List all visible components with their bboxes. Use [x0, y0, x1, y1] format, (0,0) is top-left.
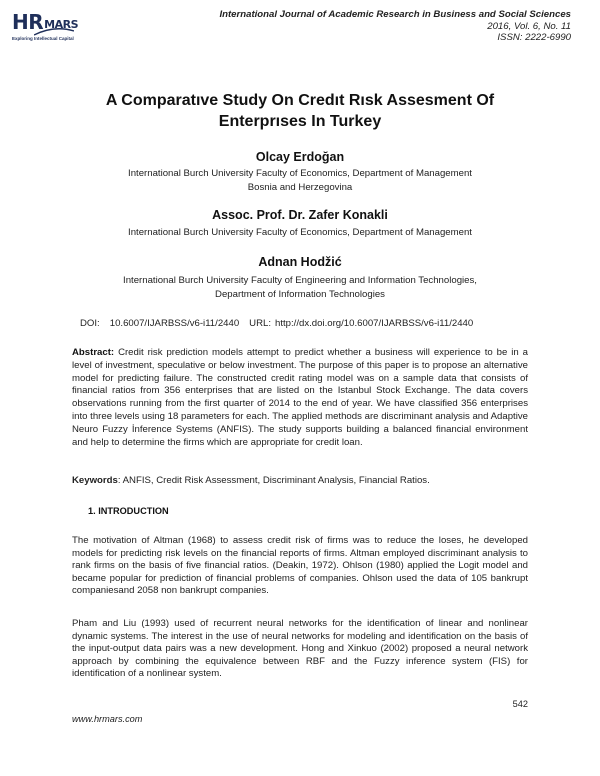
logo-suffix: MARS: [44, 18, 78, 31]
keywords: [72, 475, 528, 486]
doi-label: DOI:: [80, 318, 100, 329]
author-name: Olcay Erdoğan: [255, 150, 345, 164]
intro-paragraph-1: The motivation of Altman (1968) to assess credit risk of firms was to reduce the loses, he developed models for predicting risk levels on the financial reports of firms. Altman employed discriminant analysis to rank firms on the basis of five financial ratios. (Deakin, 1972). Ohlson (1980) applied the Logit model and became popular for prediction of financial problems of companies. Ohlson used the data of 105 bankrupt companiesand 2058 non bankrupt companies.: [72, 535, 528, 597]
hrmars-logo: [12, 10, 90, 46]
section-heading-introduction: 1. INTRODUCTION: [88, 506, 169, 516]
journal-name: International Journal of Academic Research in Business and Social Sciences: [219, 9, 571, 20]
url-label: URL:: [249, 318, 272, 329]
title-line-2: Enterprıses In Turkey: [218, 113, 382, 130]
affiliation-line: International Burch University Faculty of Engineering and Information Technologies,: [123, 275, 477, 286]
page-number: 542: [512, 699, 528, 709]
doi-link[interactable]: 10.6007/IJARBSS/v6-i11/2440: [109, 318, 240, 329]
title-line-1: A Comparatıve Study On Credıt Rısk Assesment Of: [105, 92, 495, 109]
footer-url[interactable]: www.hrmars.com: [72, 714, 143, 724]
logo-text: HR: [12, 10, 44, 34]
affiliation-line: International Burch University Faculty of Economics, Department of Management: [128, 227, 472, 238]
affiliation-line: International Burch University Faculty of Economics, Department of Management: [128, 168, 472, 179]
abstract-label: Abstract:: [72, 347, 115, 358]
abstract: [72, 347, 528, 449]
keywords-text: : ANFIS, Credit Risk Assessment, Discriminant Analysis, Financial Ratios.: [117, 475, 430, 486]
url-link[interactable]: http://dx.doi.org/10.6007/IJARBSS/v6-i11/2440: [275, 318, 474, 329]
keywords-label: Keywords: [72, 475, 118, 486]
issn: ISSN: 2222-6990: [497, 32, 571, 43]
doi-line: [80, 318, 483, 329]
affiliation-line: Bosnia and Herzegovina: [247, 181, 353, 193]
abstract-text: Credit risk prediction models attempt to predict whether a business will experience to be in a level of investment, speculative or below investment. The purpose of this paper is to propose an alternative model for predicting failure. The constructed credit rating model was on a sample data that consists of financial ratios from 356 enterprises that are listed on the Istanbul Stock Exchange. The data covers observations running from the first quarter of 2014 to the end of year. We have classified 356 enterprises into three levels using 18 parameters for each. The applied methods are discriminant analysis and Adaptive Neuro Fuzzy İnference Systems (ANFIS). The study supports building a balanced financial environment and help to determine the firms which are appropriate for credit loan.: [72, 347, 528, 448]
volume-info: 2016, Vol. 6, No. 11: [487, 20, 571, 32]
author-affiliation: [40, 167, 560, 194]
affiliation-line: Department of Information Technologies: [215, 288, 385, 300]
intro-paragraph-2: Pham and Liu (1993) used of recurrent neural networks for the identification of linear and nonlinear dynamic systems. The interest in the use of neural networks for modeling and identification on the basis of the input-output data pairs was a new development. Hong and Xinkuo (2002) proposed a neural network approach by combining the equivalence between RBF and the Fuzzy inference system (FIS) for identification of a nonlinear system.: [72, 618, 528, 680]
author-name: Assoc. Prof. Dr. Zafer Konakli: [212, 208, 388, 222]
journal-header: [219, 9, 571, 44]
logo-tagline: Exploring Intellectual Capital: [12, 36, 74, 41]
author-name: Adnan Hodžić: [258, 255, 342, 269]
paper-title: [40, 90, 560, 132]
author-affiliation: [40, 226, 560, 240]
author-affiliation: [40, 274, 560, 301]
